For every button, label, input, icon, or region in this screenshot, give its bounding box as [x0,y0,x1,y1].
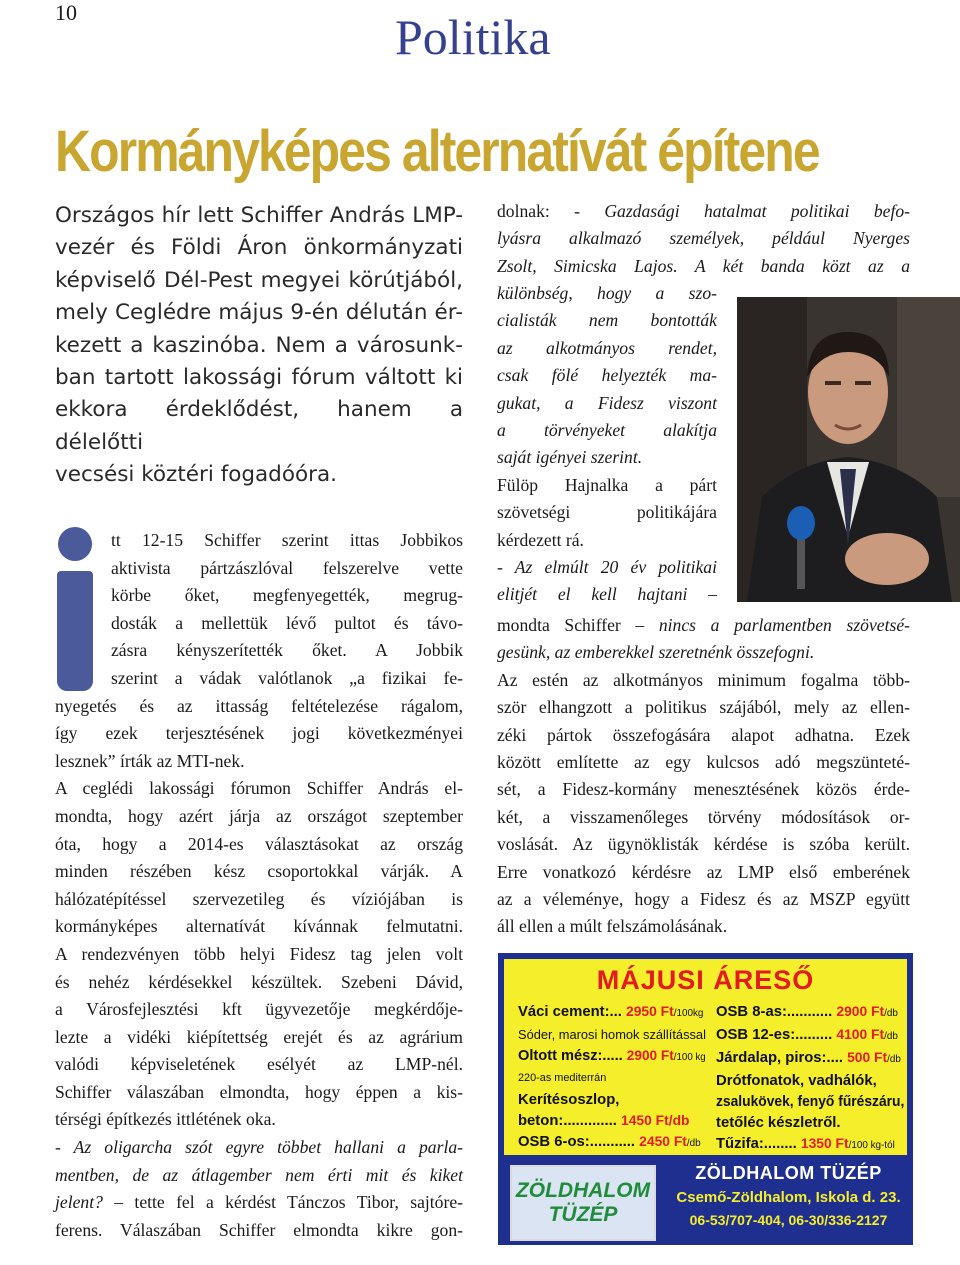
page-number: 10 [55,0,77,25]
lead-line: ban tartott lakossági fórum váltott ki [55,365,463,391]
body-line: ször elhangzott a politikus szájából, mely az ellen- [497,697,910,718]
body-line: valódi képviseletének esélyét az LMP-nél. [55,1054,463,1075]
ad-item: Sóder, marosi homok szállítással [518,1027,706,1042]
advertisement [498,953,913,1245]
logo-text [512,1179,654,1227]
portrait-illustration [737,297,960,602]
body-line: lezte a vidéki kiépítettség erejét és az agrárium [55,1026,463,1047]
ad-item: zsalukövek, fenyő fűrészáru, [716,1093,905,1110]
ad-item: Járdalap, piros:.... 500 Ft/db [716,1049,901,1066]
ad-yellow-panel [504,959,907,1155]
body-line: gukat, a Fidesz viszont [497,392,717,413]
dropcap-initial [55,527,103,692]
body-line-mixed [497,198,910,225]
body-line: tt 12-15 Schiffer szerint ittas Jobbikos [111,530,463,550]
shop-name: ZÖLDHALOM TÜZÉP [695,1163,882,1183]
ad-item: Tűzifa:........ 1350 Ft/100 kg-tól [716,1135,895,1152]
body-line: Zsolt, Simicska Lajos. A két banda közt az a [497,255,910,276]
body-line: mentben, de az átlagember nem érti mit és kiket [55,1164,463,1185]
lead-line: ekkora érdeklődést, hanem a délelőtti [55,397,463,455]
shop-logo [510,1165,656,1241]
body-line: dosták a mellettük lévő pultot és távo- [111,612,463,633]
body-line: A ceglédi lakossági fórumon Schiffer András el- [55,778,463,799]
body-line: Fülöp Hajnalka a párt [497,474,717,495]
body-line: óta, hogy a 2014-es választásokat az ország [55,833,463,854]
body-line: cialisták nem bontották [497,310,717,331]
body-line: az alkotmányos rendet, [497,337,717,358]
body-line: minden részében kész csoportokkal várják. A [55,861,463,882]
ad-item: Váci cement:... 2950 Ft/100kg [518,1003,704,1020]
body-line: gesünk, az emberekkel szeretnénk összefogni. [497,642,815,663]
right-column-bottom [497,612,910,941]
body-line: saját igényei szerint. [497,447,643,468]
dropcap-dot [58,527,92,561]
body-line: Erre vonatkozó kérdésre az LMP első emberének [497,861,910,882]
ad-item: OSB 6-os:........... 2450 Ft/db [518,1133,701,1150]
body-line: A rendezvényen több helyi Fidesz tag jelen volt [55,943,463,964]
ad-item: Drótfonatok, vadhálók, [716,1072,877,1089]
dropcap-stem [57,571,93,691]
logo-line: ZÖLDHALOM [515,1179,651,1202]
ad-right-list [716,1001,906,1156]
quote-fragment: jelent? [55,1192,103,1213]
ad-item: beton:............. 1450 Ft/db [518,1112,690,1129]
body-line: csak fölé helyezték ma- [497,365,717,386]
lead-line: kezett a kaszinóba. Nem a városunk- [55,332,463,358]
body-line: különbség, hogy a szo- [497,283,717,303]
left-column [55,527,463,1244]
lead-paragraph [55,200,463,492]
body-line: sét, a Fidesz-kormány menesztésének közös érde- [497,779,910,800]
ad-item: OSB 8-as:........... 2900 Ft/db [716,1003,898,1020]
right-narrow-column [497,280,717,609]
section-title: Politika [395,9,551,65]
body-line: lesznek” írták az MTI-nek. [55,750,245,771]
body-line: körbe őket, megfenyegették, megrug- [111,585,463,606]
body-line: a Városfejlesztési kft ügyvezetője megkérdője- [55,999,463,1020]
body-line: kérdezett rá. [497,529,584,550]
body-line: így ezek terjesztésének jogi következményei [55,723,463,744]
right-column-top [497,198,910,280]
ad-item: Oltott mész:..... 2900 Ft/100 kg [518,1047,706,1064]
body-line: Schiffer válaszában elmondta, hogy éppen a kis- [55,1081,463,1102]
body-line: voslását. Az ügynöklisták kérdése is szóba került. [497,834,910,855]
quote-fragment: nincs a parlamentben szövetsé- [658,615,910,635]
body-line: lyásra alkalmazó személyek, például Nyerges [497,228,910,249]
body-line-mixed [55,1189,463,1217]
body-line: ferens. Válaszában Schiffer elmondta kikre gon- [55,1219,463,1240]
body-line: között említette az egy kulcsos adó megszünteté- [497,752,910,773]
body-line: elitjét el kell hajtani – [497,584,717,605]
body-line: az a véleménye, hogy a Fidesz és az MSZP együtt [497,889,910,910]
body-line: - Az elmúlt 20 év politikai [497,557,717,578]
body-line: zéki pártok összefogására alapot adhatna. Ezek [497,724,910,745]
ad-item: OSB 12-es:......... 4100 Ft/db [716,1026,898,1043]
portrait-photo [737,297,960,602]
ad-item: 220-as mediterrán [518,1072,607,1084]
ad-title: MÁJUSI ÁRESŐ [596,965,815,995]
quote-fragment: Gazdasági hatalmat politikai befo- [604,201,910,221]
body-line: nyegetés és az ittasság feltételezése rágalom, [55,695,463,716]
body-line: és nehéz kérdésekkel készültek. Szebeni Dávid, [55,971,463,992]
body-line: a törvényeket alakítja [497,420,717,441]
body-line: hálózatépítéssel szervezetileg és víziójában is [55,888,463,909]
shop-address: Csemő-Zöldhalom, Iskola d. 23. [676,1189,901,1206]
lead-line: mely Ceglédre május 9-én délután ér- [55,300,463,326]
lead-line: Országos hír lett Schiffer András LMP- [55,203,463,228]
ad-left-list [518,1001,708,1154]
body-line: zásra kényszerítették őket. A Jobbik [111,640,463,661]
logo-line: TÜZÉP [548,1203,618,1226]
body-fragment: dolnak: - [497,201,605,221]
body-line: áll ellen a múlt felszámolásának. [497,916,728,937]
body-fragment: – tette fel a kérdést Tánczos Tibor, sajtóre- [102,1192,463,1213]
headline: Kormányképes alternatívát építene [55,119,819,184]
body-line: Az estén az alkotmányos minimum fogalma több- [497,669,910,690]
body-fragment: mondta Schiffer – [497,615,659,635]
lead-line: képviselő Dél-Pest megyei körútjából, [55,267,463,293]
body-line: szövetségi politikájára [497,502,717,523]
lead-line: vecsési köztéri fogadóóra. [55,462,337,488]
body-line: - Az oligarcha szót egyre többet hallani a parla- [55,1137,463,1158]
ad-item: Kerítésoszlop, [518,1091,620,1108]
body-line: két, a visszamenőleges törvény módosítások or- [497,806,910,827]
body-line: mondta, hogy azért járja az országot szeptember [55,805,463,826]
body-line-mixed [497,612,910,639]
body-line: aktivista pártzászlóval felszerelve vette [111,557,463,578]
shop-phone: 06-53/707-404, 06-30/336-2127 [689,1212,888,1228]
body-line: térségi építkezés ittlétének oka. [55,1109,276,1130]
ad-item: tetőléc készletről. [716,1114,841,1131]
lead-line: vezér és Földi Áron önkormányzati [55,235,463,261]
body-line: kormányképes alternatívát kívánnak felmutatni. [55,916,463,937]
body-line: szerint a vádak valótlanok „a fizikai fe- [111,667,463,688]
